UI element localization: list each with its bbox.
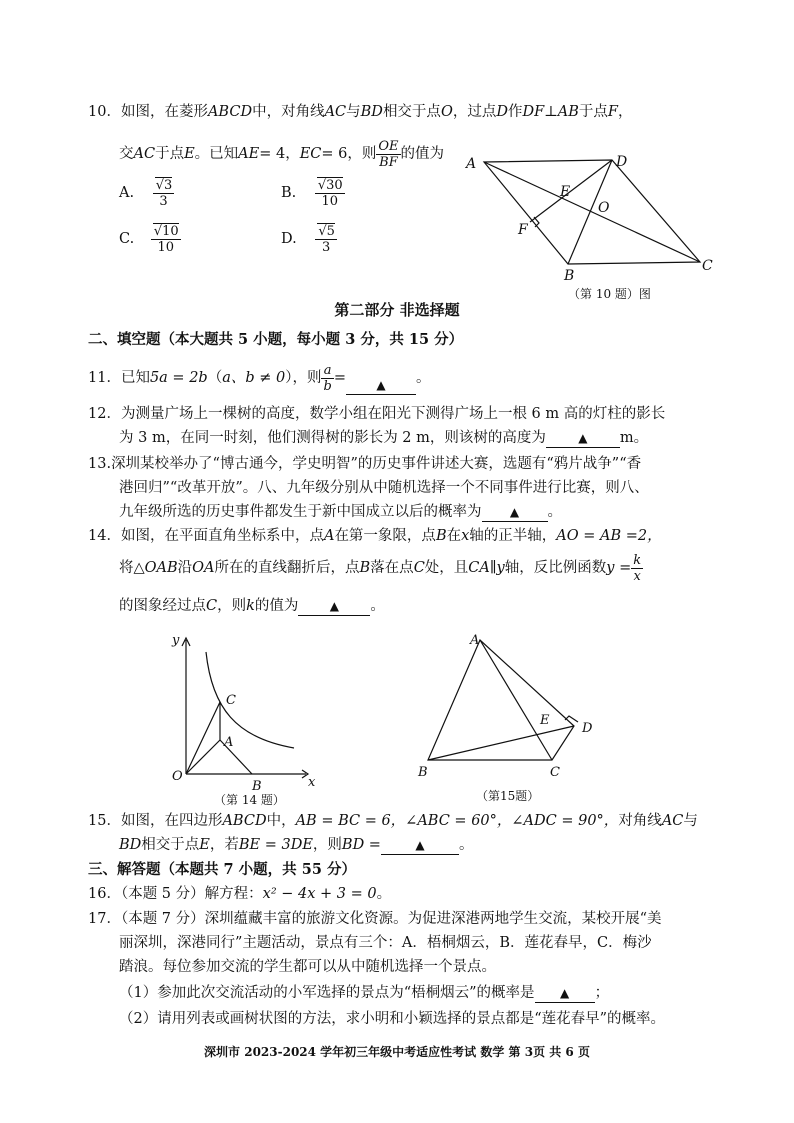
fig15-label-d: D [582, 721, 593, 736]
q17-line1: 17．（本题 7 分）深圳蕴藏丰富的旅游文化资源。为促进深港两地学生交流，某校开展“美 [88, 911, 662, 927]
fig14-label-x: x [308, 775, 316, 790]
fig10-label-e: E [560, 184, 571, 200]
q14-line2: 将△OAB沿OA所在的直线翻折后，点B落在点C处，且CA∥y轴，反比例函数y = $\frac{k}{x}$ [119, 552, 642, 584]
q10-line1: 10．如图，在菱形ABCD中，对角线AC与BD相交于点O，过点D作DF⊥AB于点F， [88, 104, 633, 120]
q15-line1: 15．如图，在四边形ABCD中，AB = BC = 6，∠ABC = 60°，∠ADC = 90°，对角线AC与 [88, 813, 698, 829]
q17-line2: 丽深圳，深港同行”主题活动，景点有三个：A．梧桐烟云，B．莲花春早，C．梅沙 [119, 935, 652, 951]
quadrilateral-abcd [428, 640, 574, 760]
part2-title: 第二部分 非选择题 [334, 301, 460, 319]
fig10-caption: （第 10 题）图 [568, 287, 651, 301]
fig10-label-d: D [616, 154, 628, 170]
q10-option-a: A. $\frac{√3}{3}$ [119, 177, 173, 209]
fig15-label-e: E [540, 713, 550, 728]
fig14-label-c: C [226, 693, 236, 708]
section3-heading: 三、解答题（本题共 7 小题，共 55 分） [88, 861, 356, 878]
fig15-caption: （第15题） [476, 789, 540, 803]
segment-oa [186, 740, 220, 774]
fig10-label-c: C [702, 258, 713, 274]
q16: 16．（本题 5 分）解方程：x² − 4x + 3 = 0。 [88, 886, 392, 902]
q15-line2: BD相交于点E，若BE = 3DE，则BD = ▲ 。 [119, 837, 474, 853]
q17-line3: 踏浪。每位参加交流的学生都可以从中随机选择一个景点。 [119, 959, 496, 975]
fig15-label-c: C [550, 765, 560, 780]
fig14-label-b: B [252, 779, 262, 794]
q17-sub2: （2）请用列表或画树状图的方法，求小明和小颖选择的景点都是“莲花春早”的概率。 [119, 1011, 666, 1027]
q10-option-d: D. $\frac{√5}{3}$ [281, 223, 335, 255]
q10-line2: 交AC于点E。已知AE= 4，EC= 6，则 $\frac{OE}{BF}$ 的值为 [119, 138, 445, 170]
fig15-label-a: A [470, 633, 480, 648]
q14-answer-blank[interactable]: ▲ [298, 598, 370, 616]
q15-figure [410, 628, 610, 808]
q14-line1: 14．如图，在平面直角坐标系中，点A在第一象限，点B在x轴的正半轴，AO = AB =2， [88, 528, 662, 544]
q11: 11．已知5a = 2b（a、b ≠ 0），则 $\frac{a}{b}$ = ▲ 。 [88, 362, 431, 394]
fig10-label-f: F [518, 222, 528, 238]
q10-figure [462, 146, 724, 306]
q12-line1: 12．为测量广场上一棵树的高度，数学小组在阳光下测得广场上一根 6 m 高的灯柱的影长 [88, 406, 666, 422]
segment-oc [186, 702, 220, 774]
fig10-label-a: A [466, 156, 477, 172]
q13-line1: 13.深圳某校举办了“博古通今，学史明智”的历史事件讲述大赛，选题有“鸦片战争”“香 [88, 456, 642, 472]
fig14-label-o: O [172, 769, 183, 784]
fig14-label-y: y [172, 633, 180, 648]
q15-answer-blank[interactable]: ▲ [381, 837, 459, 855]
section2-heading: 二、填空题（本大题共 5 小题，每小题 3 分，共 15 分） [88, 331, 464, 348]
q10-option-c: C. $\frac{√10}{10}$ [119, 223, 179, 255]
hyperbola-curve [206, 652, 294, 748]
diagonal-ac-15 [480, 640, 552, 760]
q10-option-b: B. $\frac{√30}{10}$ [281, 177, 343, 209]
fig14-caption: （第 14 题） [214, 793, 285, 807]
right-angle-mark [534, 217, 539, 227]
q10-fraction: $\frac{OE}{BF}$ [378, 138, 399, 170]
page-footer: 深圳市 2023-2024 学年初三年级中考适应性考试 数学 第 3页 共 6 页 [204, 1045, 590, 1059]
diagonal-bd-15 [428, 726, 574, 760]
q13-line2: 港回归”“改革开放”。八、九年级分别从中随机选择一个不同事件进行比赛，则八、 [119, 480, 649, 496]
fig15-label-b: B [418, 765, 428, 780]
fig10-label-o: O [598, 200, 610, 216]
diagonal-ac [484, 162, 700, 262]
fig14-label-a: A [224, 735, 234, 750]
q14-figure [166, 628, 326, 810]
q12-line2: 为 3 m，在同一时刻，他们测得树的影长为 2 m，则该树的高度为 ▲ m。 [119, 430, 649, 446]
q17-sub1-answer-blank[interactable]: ▲ [535, 985, 595, 1003]
q14-line3: 的图象经过点C，则k的值为 ▲ 。 [119, 598, 385, 614]
q17-sub1: （1）参加此次交流活动的小军选择的景点为“梧桐烟云”的概率是 ▲ ； [119, 985, 610, 1001]
q13-line3: 九年级所选的历史事件都发生于新中国成立以后的概率为 ▲ 。 [119, 504, 562, 520]
q12-answer-blank[interactable]: ▲ [546, 430, 620, 448]
q13-answer-blank[interactable]: ▲ [482, 504, 548, 522]
q11-answer-blank[interactable]: ▲ [346, 377, 416, 395]
fig10-label-b: B [564, 268, 575, 284]
